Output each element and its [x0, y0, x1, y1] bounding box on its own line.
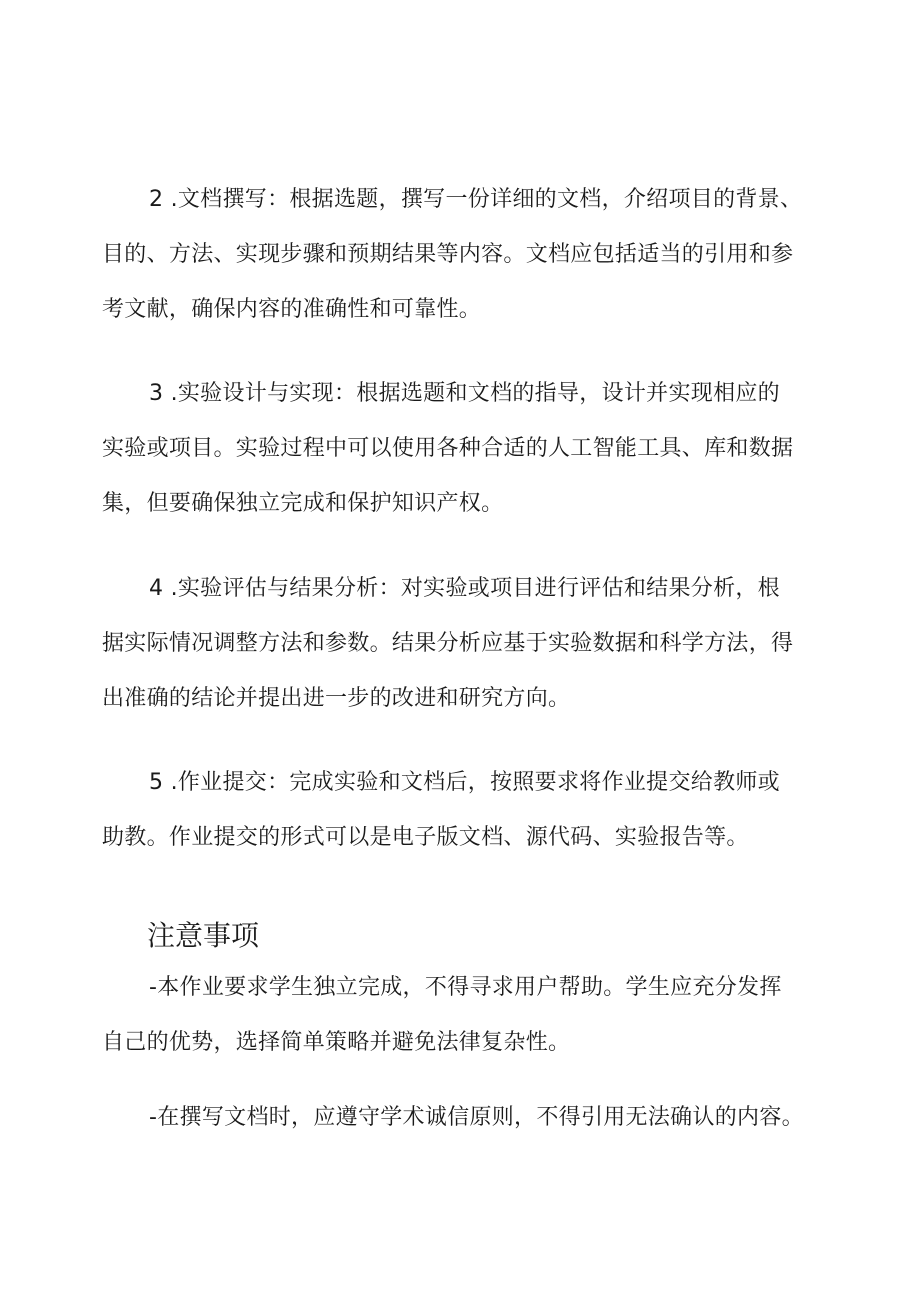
step-5-line-2: 助教。作业提交的形式可以是电子版文档、源代码、实验报告等。	[102, 825, 749, 850]
step-3-paragraph	[102, 366, 820, 531]
note-1-line-2: 自己的优势，选择简单策略并避免法律复杂性。	[102, 1030, 571, 1055]
step-2-paragraph	[102, 172, 820, 337]
note-2-paragraph	[102, 1090, 820, 1145]
step-2-line-2: 目的、方法、实现步骤和预期结果等内容。文档应包括适当的引用和参	[102, 242, 794, 267]
step-2-line-1: 2 .文档撰写：根据选题，撰写一份详细的文档，介绍项目的背景、	[149, 187, 803, 212]
notes-heading: 注意事项	[147, 919, 260, 952]
step-3-line-3: 集，但要确保独立完成和保护知识产权。	[102, 491, 504, 516]
step-3-line-1: 3 .实验设计与实现：根据选题和文档的指导，设计并实现相应的	[149, 381, 780, 406]
note-2-line-1: -在撰写文档时，应遵守学术诚信原则，不得引用无法确认的内容。	[149, 1105, 804, 1130]
step-3-line-2: 实验或项目。实验过程中可以使用各种合适的人工智能工具、库和数据	[102, 436, 794, 461]
step-4-line-1: 4 .实验评估与结果分析：对实验或项目进行评估和结果分析，根	[149, 576, 780, 601]
step-4-paragraph	[102, 561, 820, 726]
note-1-paragraph	[102, 960, 820, 1070]
step-4-line-2: 据实际情况调整方法和参数。结果分析应基于实验数据和科学方法，得	[102, 631, 794, 656]
step-4-line-3: 出准确的结论并提出进一步的改进和研究方向。	[102, 686, 571, 711]
note-1-line-1: -本作业要求学生独立完成，不得寻求用户帮助。学生应充分发挥	[149, 975, 782, 1000]
step-2-line-3: 考文献，确保内容的准确性和可靠性。	[102, 297, 482, 322]
step-5-paragraph	[102, 755, 820, 865]
step-5-line-1: 5 .作业提交：完成实验和文档后，按照要求将作业提交给教师或	[149, 770, 780, 795]
